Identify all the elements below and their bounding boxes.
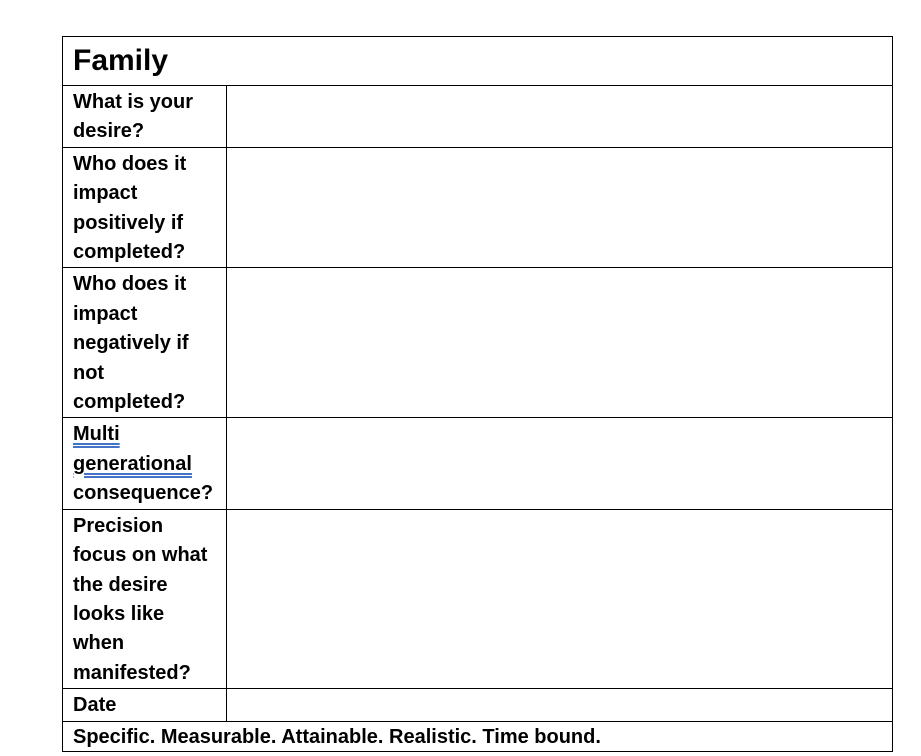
table-row xyxy=(63,268,893,418)
positive-impact-label: Who does it impact positively if completed? xyxy=(63,147,227,268)
multigenerational-label-part1: Multi generational xyxy=(73,423,192,475)
table-row xyxy=(63,147,893,268)
date-field[interactable] xyxy=(227,689,893,721)
multigenerational-label-part2: consequence? xyxy=(73,482,214,505)
desire-field[interactable] xyxy=(227,86,893,148)
date-label: Date xyxy=(63,689,227,721)
form-title: Family xyxy=(63,37,893,86)
negative-impact-label: Who does it impact negatively if not completed? xyxy=(63,268,227,418)
table-row xyxy=(63,86,893,148)
multigenerational-field[interactable] xyxy=(227,418,893,509)
table-row xyxy=(63,689,893,721)
multigenerational-label xyxy=(63,418,227,509)
footer-row xyxy=(63,721,893,751)
table-row xyxy=(63,418,893,509)
desire-label: What is your desire? xyxy=(63,86,227,148)
family-goal-form xyxy=(62,36,893,752)
smart-footer: Specific. Measurable. Attainable. Realistic. Time bound. xyxy=(63,721,893,751)
title-row xyxy=(63,37,893,86)
table-row xyxy=(63,509,893,688)
negative-impact-field[interactable] xyxy=(227,268,893,418)
positive-impact-field[interactable] xyxy=(227,147,893,268)
precision-focus-label: Precision focus on what the desire looks like when manifested? xyxy=(63,509,227,688)
precision-focus-field[interactable] xyxy=(227,509,893,688)
